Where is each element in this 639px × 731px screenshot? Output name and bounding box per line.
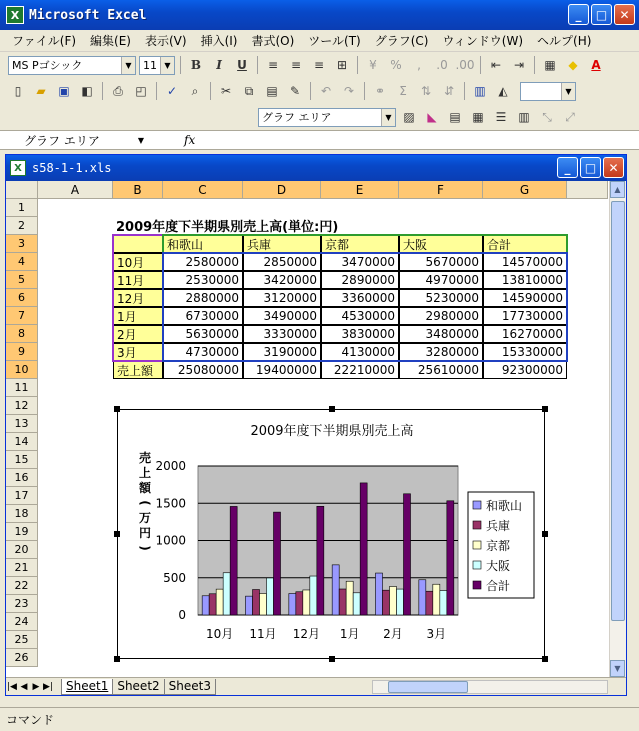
formatting-toolbar xyxy=(0,52,639,78)
data-cell[interactable]: 4970000 xyxy=(399,271,483,289)
toolbar-separator xyxy=(464,82,465,100)
first-sheet-icon[interactable]: |◀ xyxy=(7,681,17,692)
legend-swatch xyxy=(473,581,481,589)
by-row-icon[interactable]: ☰ xyxy=(495,110,507,124)
total-cell[interactable]: 16270000 xyxy=(483,325,567,343)
save-icon[interactable]: ▣ xyxy=(58,84,70,98)
total-cell[interactable]: 13810000 xyxy=(483,271,567,289)
percent-icon[interactable]: % xyxy=(390,58,402,72)
bar xyxy=(404,494,411,615)
row-header-23[interactable]: 23 xyxy=(6,595,38,613)
vertical-scroll-thumb[interactable] xyxy=(611,201,625,621)
legend-entry: 京都 xyxy=(486,539,511,553)
bar xyxy=(289,594,296,615)
excel-icon: X xyxy=(6,6,24,24)
bar xyxy=(223,573,230,615)
col-header-f[interactable]: F xyxy=(399,181,483,199)
y-tick-label: 2000 xyxy=(155,459,186,473)
toolbar-separator xyxy=(210,82,211,100)
menu-edit[interactable]: 編集(E) xyxy=(90,34,131,48)
data-cell[interactable]: 5230000 xyxy=(399,289,483,307)
chart-object-select[interactable] xyxy=(258,108,396,127)
data-cell[interactable]: 3470000 xyxy=(321,253,399,271)
menu-format[interactable]: 書式(O) xyxy=(251,34,295,48)
bar xyxy=(440,591,447,615)
bar xyxy=(216,589,223,615)
legend-entry: 兵庫 xyxy=(486,519,511,533)
data-cell[interactable]: 3120000 xyxy=(243,289,321,307)
bar xyxy=(383,590,390,615)
outdent-icon[interactable]: ⇥ xyxy=(513,58,525,72)
chart-wizard-icon[interactable]: ▥ xyxy=(474,84,486,98)
x-tick-label: 2月 xyxy=(383,627,403,641)
menu-tools[interactable]: ツール(T) xyxy=(308,34,361,48)
excel-doc-icon: X xyxy=(10,160,26,176)
row-header-2[interactable]: 2 xyxy=(6,217,38,235)
chart-toolbar xyxy=(0,104,639,130)
header-hyogo[interactable]: 兵庫 xyxy=(243,235,321,253)
row-header-19[interactable]: 19 xyxy=(6,523,38,541)
x-tick-label: 1月 xyxy=(339,627,360,641)
data-cell[interactable]: 4130000 xyxy=(321,343,399,361)
data-cell[interactable]: 4530000 xyxy=(321,307,399,325)
y-axis-label-char: 円 xyxy=(138,526,152,540)
row-header-17[interactable]: 17 xyxy=(6,487,38,505)
comma-icon[interactable]: , xyxy=(417,58,421,72)
col-header-h[interactable] xyxy=(567,181,608,199)
bar xyxy=(376,573,383,615)
legend-swatch xyxy=(473,561,481,569)
permission-icon[interactable]: ◧ xyxy=(81,84,93,98)
chevron-down-icon: ▼ xyxy=(381,109,395,126)
data-table-icon[interactable]: ▦ xyxy=(472,110,484,124)
app-title-bar xyxy=(0,0,639,30)
data-cell[interactable]: 2880000 xyxy=(163,289,243,307)
row-label[interactable]: 10月 xyxy=(113,253,163,271)
y-tick-label: 1000 xyxy=(155,533,186,548)
research-icon[interactable]: ⌕ xyxy=(191,83,199,98)
prev-sheet-icon[interactable]: ◀ xyxy=(20,681,28,692)
workbook-minimize-button[interactable]: _ xyxy=(557,157,578,178)
x-tick-label: 10月 xyxy=(206,627,234,641)
app-title: Microsoft Excel xyxy=(29,7,147,23)
spelling-icon[interactable]: ✓ xyxy=(166,84,178,98)
total-row-label[interactable]: 売上額 xyxy=(113,361,163,379)
toolbar-separator xyxy=(102,82,103,100)
resize-handle[interactable] xyxy=(542,656,548,662)
y-axis-label-char: 上 xyxy=(138,466,152,480)
horizontal-scroll-thumb[interactable] xyxy=(388,681,468,693)
row-header-5[interactable]: 5 xyxy=(6,271,38,289)
row-label[interactable]: 3月 xyxy=(113,343,163,361)
toolbar-separator xyxy=(480,56,481,74)
col-header-d[interactable]: D xyxy=(243,181,321,199)
chart-title: 2009年度下半期県別売上高 xyxy=(250,424,414,439)
data-cell[interactable]: 2530000 xyxy=(163,271,243,289)
row-header-12[interactable]: 12 xyxy=(6,397,38,415)
data-cell[interactable]: 3330000 xyxy=(243,325,321,343)
header-osaka[interactable]: 大阪 xyxy=(399,235,483,253)
function-icon[interactable]: fx xyxy=(184,133,196,147)
resize-handle[interactable] xyxy=(329,656,335,662)
chevron-down-icon: ▼ xyxy=(160,57,174,74)
resize-handle[interactable] xyxy=(542,531,548,537)
y-axis-label-char: 額 xyxy=(138,481,152,495)
data-cell[interactable]: 4730000 xyxy=(163,343,243,361)
row-header-10[interactable]: 10 xyxy=(6,361,38,379)
resize-handle[interactable] xyxy=(114,531,120,537)
print-preview-icon[interactable]: ◰ xyxy=(135,84,147,98)
bar xyxy=(353,593,360,615)
menu-window[interactable]: ウィンドウ(W) xyxy=(442,34,524,48)
toolbar-separator xyxy=(357,56,358,74)
row-header-13[interactable]: 13 xyxy=(6,415,38,433)
currency-icon[interactable]: ¥ xyxy=(369,58,377,72)
total-cell[interactable]: 17730000 xyxy=(483,307,567,325)
minimize-button[interactable]: _ xyxy=(568,4,589,25)
workbook-filename: s58-1-1.xls xyxy=(32,161,112,175)
data-cell[interactable]: 6730000 xyxy=(163,307,243,325)
y-axis-label-char: 売 xyxy=(138,451,152,465)
toolbar-separator xyxy=(364,82,365,100)
data-cell[interactable]: 3280000 xyxy=(399,343,483,361)
legend-entry: 合計 xyxy=(486,579,511,593)
chart-type-icon[interactable]: ◣ xyxy=(427,110,437,124)
bar-chart[interactable] xyxy=(118,410,546,660)
fill-color-icon[interactable]: ◆ xyxy=(568,58,578,72)
total-cell[interactable]: 14570000 xyxy=(483,253,567,271)
row-label[interactable]: 12月 xyxy=(113,289,163,307)
row-label[interactable]: 1月 xyxy=(113,307,163,325)
angle-text-down-icon[interactable]: ⤡ xyxy=(542,109,552,124)
menu-chart[interactable]: グラフ(C) xyxy=(374,34,429,48)
bar xyxy=(202,596,209,615)
menu-view[interactable]: 表示(V) xyxy=(144,34,187,48)
hyperlink-icon[interactable]: ⚭ xyxy=(374,84,386,98)
bar xyxy=(447,501,454,615)
row-header-16[interactable]: 16 xyxy=(6,469,38,487)
bar xyxy=(253,590,260,615)
bar xyxy=(296,592,303,615)
font-name-value: MS Pゴシック xyxy=(12,59,83,72)
paste-icon[interactable]: ▤ xyxy=(266,84,278,98)
y-tick-label: 1500 xyxy=(155,496,186,511)
by-column-icon[interactable]: ▥ xyxy=(518,110,530,124)
workbook-title-bar xyxy=(6,155,626,181)
legend-swatch xyxy=(473,541,481,549)
row-label[interactable]: 2月 xyxy=(113,325,163,343)
close-button[interactable]: ✕ xyxy=(614,4,635,25)
zoom-select[interactable] xyxy=(520,82,576,101)
row-label[interactable]: 11月 xyxy=(113,271,163,289)
row-header-26[interactable]: 26 xyxy=(6,649,38,667)
select-all-corner[interactable] xyxy=(6,181,38,199)
row-header-3[interactable]: 3 xyxy=(6,235,38,253)
increase-decimal-icon[interactable]: .0 xyxy=(436,58,448,72)
col-header-g[interactable]: G xyxy=(483,181,567,199)
decrease-decimal-icon[interactable]: .00 xyxy=(455,58,475,72)
row-header-18[interactable]: 18 xyxy=(6,505,38,523)
menu-insert[interactable]: 挿入(I) xyxy=(200,34,238,48)
align-right-icon[interactable]: ≡ xyxy=(313,58,325,72)
formula-bar xyxy=(0,130,639,150)
resize-handle[interactable] xyxy=(329,406,335,412)
align-left-icon[interactable]: ≡ xyxy=(267,58,279,72)
menu-help[interactable]: ヘルプ(H) xyxy=(537,34,592,48)
legend-swatch xyxy=(473,501,481,509)
chevron-down-icon: ▼ xyxy=(121,57,135,74)
bar xyxy=(230,506,237,615)
format-painter-icon[interactable]: ✎ xyxy=(289,84,301,98)
status-bar xyxy=(0,707,639,731)
legend-entry: 和歌山 xyxy=(486,499,523,513)
scroll-up-icon[interactable]: ▲ xyxy=(610,181,625,198)
total-sum-cell[interactable]: 25080000 xyxy=(163,361,243,379)
col-header-a[interactable]: A xyxy=(38,181,113,199)
data-cell[interactable]: 3830000 xyxy=(321,325,399,343)
y-axis-label-char: ) xyxy=(138,545,152,551)
maximize-button[interactable]: □ xyxy=(591,4,612,25)
x-tick-label: 11月 xyxy=(249,627,277,641)
row-header-14[interactable]: 14 xyxy=(6,433,38,451)
status-text: コマンド xyxy=(6,713,55,727)
legend-icon[interactable]: ▤ xyxy=(449,110,461,124)
y-tick-label: 0 xyxy=(178,608,186,622)
x-tick-label: 3月 xyxy=(426,627,447,641)
tab-sheet3[interactable]: Sheet3 xyxy=(164,679,216,695)
borders-icon[interactable]: ▦ xyxy=(544,58,556,72)
bar xyxy=(310,576,317,615)
italic-button[interactable]: I xyxy=(216,58,222,72)
chevron-down-icon: ▼ xyxy=(137,135,144,145)
legend-entry: 大阪 xyxy=(486,559,511,573)
y-tick-label: 500 xyxy=(163,570,186,585)
bar xyxy=(419,580,426,615)
data-cell[interactable]: 2580000 xyxy=(163,253,243,271)
data-cell[interactable]: 3360000 xyxy=(321,289,399,307)
font-color-icon[interactable]: A xyxy=(591,58,601,72)
bar xyxy=(267,578,274,615)
data-cell[interactable]: 2890000 xyxy=(321,271,399,289)
total-cell[interactable]: 14590000 xyxy=(483,289,567,307)
autosum-icon[interactable]: Σ xyxy=(399,84,407,98)
data-cell[interactable]: 3190000 xyxy=(243,343,321,361)
workbook-close-button[interactable]: ✕ xyxy=(603,157,624,178)
total-cell[interactable]: 15330000 xyxy=(483,343,567,361)
data-cell[interactable]: 2980000 xyxy=(399,307,483,325)
copy-icon[interactable]: ⧉ xyxy=(244,83,254,98)
next-sheet-icon[interactable]: ▶ xyxy=(32,681,40,692)
header-kyoto[interactable]: 京都 xyxy=(321,235,399,253)
font-size-select[interactable] xyxy=(139,56,175,75)
horizontal-scrollbar[interactable] xyxy=(372,680,608,694)
angle-text-up-icon[interactable]: ⤢ xyxy=(565,109,575,124)
toolbar-separator xyxy=(156,82,157,100)
new-file-icon[interactable]: ▯ xyxy=(14,84,22,98)
toolbar-separator xyxy=(180,56,181,74)
y-axis-label-char: ( xyxy=(138,500,152,506)
x-tick-label: 12月 xyxy=(292,627,320,641)
col-header-e[interactable]: E xyxy=(321,181,399,199)
header-blank-cell[interactable] xyxy=(113,235,163,253)
print-icon[interactable]: ⎙ xyxy=(113,83,123,98)
resize-handle[interactable] xyxy=(114,406,120,412)
y-axis-label-char: 万 xyxy=(138,511,152,525)
underline-button[interactable]: U xyxy=(237,58,247,72)
sort-ascending-icon[interactable]: ⇅ xyxy=(420,84,432,98)
font-name-select[interactable] xyxy=(8,56,136,75)
font-size-value: 11 xyxy=(143,58,157,72)
grand-total-cell[interactable]: 92300000 xyxy=(483,361,567,379)
row-header-6[interactable]: 6 xyxy=(6,289,38,307)
bar xyxy=(209,594,216,615)
last-sheet-icon[interactable]: ▶| xyxy=(43,681,53,692)
bar xyxy=(339,589,346,615)
indent-icon[interactable]: ⇤ xyxy=(490,58,502,72)
row-header-22[interactable]: 22 xyxy=(6,577,38,595)
row-header-15[interactable]: 15 xyxy=(6,451,38,469)
tab-sheet1[interactable]: Sheet1 xyxy=(61,679,113,695)
bar xyxy=(332,565,339,615)
toolbar-separator xyxy=(534,56,535,74)
workbook-maximize-button[interactable]: □ xyxy=(580,157,601,178)
worksheet-grid[interactable] xyxy=(6,181,608,677)
bar xyxy=(303,590,310,615)
vertical-scrollbar[interactable] xyxy=(609,181,626,677)
bar xyxy=(346,581,353,615)
tab-sheet2[interactable]: Sheet2 xyxy=(112,679,164,695)
bar xyxy=(397,589,404,615)
row-header-21[interactable]: 21 xyxy=(6,559,38,577)
row-header-11[interactable]: 11 xyxy=(6,379,38,397)
resize-handle[interactable] xyxy=(114,656,120,662)
data-cell[interactable]: 3420000 xyxy=(243,271,321,289)
row-header-4[interactable]: 4 xyxy=(6,253,38,271)
row-header-9[interactable]: 9 xyxy=(6,343,38,361)
data-cell[interactable]: 3490000 xyxy=(243,307,321,325)
cut-icon[interactable]: ✂ xyxy=(220,84,232,98)
bar xyxy=(274,512,281,615)
bar xyxy=(433,584,440,615)
row-header-1[interactable]: 1 xyxy=(6,199,38,217)
sheet-title[interactable]: 2009年度下半期県別売上高(単位:円) xyxy=(113,217,567,235)
resize-handle[interactable] xyxy=(542,406,548,412)
redo-icon[interactable]: ↷ xyxy=(343,84,355,98)
bar xyxy=(426,591,433,615)
data-cell[interactable]: 5630000 xyxy=(163,325,243,343)
name-box-value: グラフ エリア xyxy=(24,133,100,148)
format-chart-area-icon[interactable]: ▨ xyxy=(403,110,415,124)
bar xyxy=(317,506,324,615)
row-header-8[interactable]: 8 xyxy=(6,325,38,343)
bar xyxy=(246,596,253,615)
chart-area[interactable] xyxy=(117,409,545,659)
workbook-window xyxy=(5,154,627,696)
col-header-b[interactable]: B xyxy=(113,181,163,199)
menu-file[interactable]: ファイル(F) xyxy=(12,34,77,48)
toolbar-separator xyxy=(257,56,258,74)
col-header-c[interactable]: C xyxy=(163,181,243,199)
data-cell[interactable]: 5670000 xyxy=(399,253,483,271)
header-wakayama[interactable]: 和歌山 xyxy=(163,235,243,253)
row-header-24[interactable]: 24 xyxy=(6,613,38,631)
bar xyxy=(360,483,367,615)
total-sum-cell[interactable]: 19400000 xyxy=(243,361,321,379)
name-box[interactable] xyxy=(0,131,170,149)
row-header-7[interactable]: 7 xyxy=(6,307,38,325)
align-center-icon[interactable]: ≡ xyxy=(290,58,302,72)
row-header-20[interactable]: 20 xyxy=(6,541,38,559)
toolbar-separator xyxy=(310,82,311,100)
data-cell[interactable]: 3480000 xyxy=(399,325,483,343)
scroll-down-icon[interactable]: ▼ xyxy=(610,660,625,677)
standard-toolbar xyxy=(0,78,639,104)
menu-bar xyxy=(0,30,639,52)
header-total[interactable]: 合計 xyxy=(483,235,567,253)
bold-button[interactable]: B xyxy=(190,58,202,72)
chart-object-value: グラフ エリア xyxy=(262,111,332,124)
data-cell[interactable]: 2850000 xyxy=(243,253,321,271)
total-sum-cell[interactable]: 25610000 xyxy=(399,361,483,379)
bar xyxy=(390,586,397,615)
open-folder-icon[interactable]: ▰ xyxy=(36,84,46,98)
drawing-icon[interactable]: ◭ xyxy=(498,84,508,98)
chevron-down-icon: ▼ xyxy=(561,83,575,100)
undo-icon[interactable]: ↶ xyxy=(320,84,332,98)
bar xyxy=(260,593,267,615)
row-header-25[interactable]: 25 xyxy=(6,631,38,649)
sort-descending-icon[interactable]: ⇵ xyxy=(443,84,455,98)
total-sum-cell[interactable]: 22210000 xyxy=(321,361,399,379)
legend-swatch xyxy=(473,521,481,529)
merge-center-icon[interactable]: ⊞ xyxy=(336,58,348,72)
